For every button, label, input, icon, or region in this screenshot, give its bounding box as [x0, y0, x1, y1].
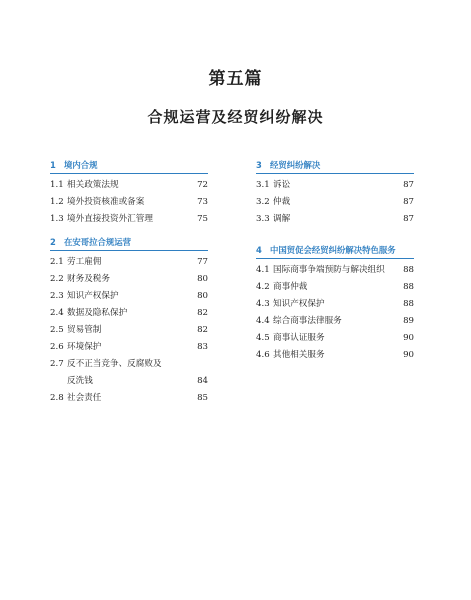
toc-entry-title [273, 263, 385, 277]
toc-entry-title-line: 反洗钱 [67, 376, 93, 386]
toc-entry-page-number: 90 [403, 333, 414, 343]
toc-entry-title [273, 280, 307, 294]
toc-entry-number: 1.1 [50, 180, 64, 190]
toc-entry[interactable] [50, 340, 208, 357]
toc-entry-title [67, 212, 153, 226]
section-divider [50, 173, 208, 174]
toc-entry-title [67, 272, 110, 286]
toc-entry[interactable] [256, 280, 414, 297]
toc-entry-number: 2.5 [50, 325, 64, 335]
toc-entry-title-line: 社会责任 [67, 393, 102, 403]
toc-entry-title-line: 相关政策法规 [67, 180, 119, 190]
toc-entry-number: 2.6 [50, 342, 64, 352]
toc-entry-title-line: 诉讼 [273, 180, 291, 190]
section-title: 在安哥拉合规运营 [64, 237, 131, 247]
section-number: 2 [50, 237, 56, 247]
toc-entry-page-number: 88 [403, 265, 414, 275]
toc-entry-title-line: 商事认证服务 [273, 333, 325, 343]
toc-entry-title-line: 贸易管制 [67, 325, 102, 335]
toc-entry-title [67, 340, 101, 354]
toc-entry[interactable] [50, 255, 208, 272]
toc-entry-title [273, 297, 325, 311]
toc-entry-number: 4.6 [256, 350, 270, 360]
toc-entry-number: 1.3 [50, 214, 64, 224]
section-title: 中国贸促会经贸纠纷解决特色服务 [270, 245, 396, 255]
toc-item-list [50, 255, 208, 408]
toc-entry-title-line: 境外直接投资外汇管理 [67, 214, 153, 224]
toc-entry[interactable] [50, 391, 208, 408]
toc-entry-title-line: 综合商事法律服务 [273, 316, 342, 326]
toc-entry-page-number: 85 [197, 393, 208, 403]
section-heading [256, 243, 414, 257]
toc-entry-title-line: 国际商事争端预防与解决组织 [273, 265, 385, 275]
toc-entry-page-number: 80 [197, 274, 208, 284]
section-title: 境内合规 [64, 160, 98, 170]
toc-entry-title-line: 调解 [273, 214, 291, 224]
toc-entry-title-line: 环境保护 [67, 342, 102, 352]
toc-section-1 [50, 158, 208, 229]
toc-entry-title [273, 178, 290, 192]
toc-entry-number: 4.1 [256, 265, 270, 275]
toc-entry-title [273, 314, 342, 328]
toc-entry[interactable] [256, 297, 414, 314]
toc-entry-title-line: 财务及税务 [67, 274, 110, 284]
toc-entry[interactable] [256, 314, 414, 331]
toc-entry[interactable] [50, 195, 208, 212]
section-number: 1 [50, 160, 56, 170]
toc-entry[interactable] [50, 357, 208, 391]
toc-entry-page-number: 75 [197, 214, 208, 224]
part-title: 第五篇 [208, 69, 263, 89]
toc-entry-title-line: 反不正当竞争、反腐败及 [67, 359, 162, 369]
section-title: 经贸纠纷解决 [270, 160, 321, 170]
section-divider [256, 258, 414, 259]
toc-entry[interactable] [50, 212, 208, 229]
toc-entry-title [67, 357, 162, 388]
toc-entry[interactable] [256, 195, 414, 212]
section-heading [50, 158, 208, 172]
section-divider [50, 250, 208, 251]
toc-entry-number: 2.1 [50, 257, 64, 267]
toc-entry-page-number: 84 [197, 376, 208, 386]
toc-entry-title [273, 212, 290, 226]
toc-entry-page-number: 73 [197, 197, 208, 207]
section-divider [256, 173, 414, 174]
toc-entry[interactable] [256, 331, 414, 348]
toc-item-list [50, 178, 208, 229]
toc-entry-page-number: 90 [403, 350, 414, 360]
toc-entry[interactable] [50, 323, 208, 340]
section-heading [50, 235, 208, 249]
toc-entry-title [273, 331, 325, 345]
toc-entry-page-number: 72 [197, 180, 208, 190]
toc-entry-title-line: 知识产权保护 [273, 299, 325, 309]
section-number: 4 [256, 245, 262, 255]
toc-entry-number: 2.8 [50, 393, 64, 403]
toc-entry-number: 4.4 [256, 316, 270, 326]
toc-entry-number: 1.2 [50, 197, 64, 207]
toc-entry[interactable] [50, 306, 208, 323]
toc-entry-title-line: 知识产权保护 [67, 291, 119, 301]
toc-entry-number: 4.2 [256, 282, 270, 292]
toc-entry-title [67, 289, 119, 303]
toc-entry-number: 4.3 [256, 299, 270, 309]
toc-entry-number: 2.2 [50, 274, 64, 284]
toc-entry-title [67, 255, 101, 269]
toc-section-4 [256, 243, 414, 365]
toc-entry-title [67, 195, 144, 209]
toc-entry-title [67, 178, 119, 192]
toc-entry-page-number: 80 [197, 291, 208, 301]
toc-entry-page-number: 87 [403, 214, 414, 224]
toc-entry-title-line: 仲裁 [273, 197, 291, 207]
toc-entry-title-line: 商事仲裁 [273, 282, 308, 292]
toc-entry-number: 3.3 [256, 214, 270, 224]
toc-entry-title [273, 348, 325, 362]
toc-entry[interactable] [50, 178, 208, 195]
main-title: 合规运营及经贸纠纷解决 [147, 108, 324, 126]
toc-entry-title [273, 195, 290, 209]
toc-entry-title [67, 391, 101, 405]
toc-entry-page-number: 82 [197, 308, 208, 318]
toc-entry-page-number: 82 [197, 325, 208, 335]
toc-entry-page-number: 87 [403, 180, 414, 190]
toc-entry[interactable] [50, 272, 208, 289]
toc-entry-title-line: 数据及隐私保护 [67, 308, 128, 318]
toc-entry-title [67, 306, 127, 320]
toc-entry-page-number: 89 [403, 316, 414, 326]
toc-entry[interactable] [256, 178, 414, 195]
toc-entry[interactable] [256, 348, 414, 365]
toc-entry[interactable] [50, 289, 208, 306]
toc-entry-number: 3.1 [256, 180, 270, 190]
toc-item-list [256, 263, 414, 365]
toc-entry-number: 2.4 [50, 308, 64, 318]
toc-entry-page-number: 83 [197, 342, 208, 352]
toc-entry-number: 3.2 [256, 197, 270, 207]
toc-entry-number: 2.3 [50, 291, 64, 301]
toc-section-2 [50, 235, 208, 408]
toc-entry-title-line: 境外投资核准或备案 [67, 197, 145, 207]
toc-entry[interactable] [256, 263, 414, 280]
toc-entry-page-number: 88 [403, 299, 414, 309]
toc-entry-title-line: 其他相关服务 [273, 350, 325, 360]
section-heading [256, 158, 414, 172]
toc-entry-title [67, 323, 101, 337]
toc-entry-number: 2.7 [50, 359, 64, 369]
toc-entry-number: 4.5 [256, 333, 270, 343]
section-number: 3 [256, 160, 262, 170]
toc-entry-page-number: 87 [403, 197, 414, 207]
toc-section-3 [256, 158, 414, 229]
toc-entry-page-number: 77 [197, 257, 208, 267]
toc-entry-title-line: 劳工雇佣 [67, 257, 102, 267]
toc-entry-page-number: 88 [403, 282, 414, 292]
toc-item-list [256, 178, 414, 229]
toc-entry[interactable] [256, 212, 414, 229]
